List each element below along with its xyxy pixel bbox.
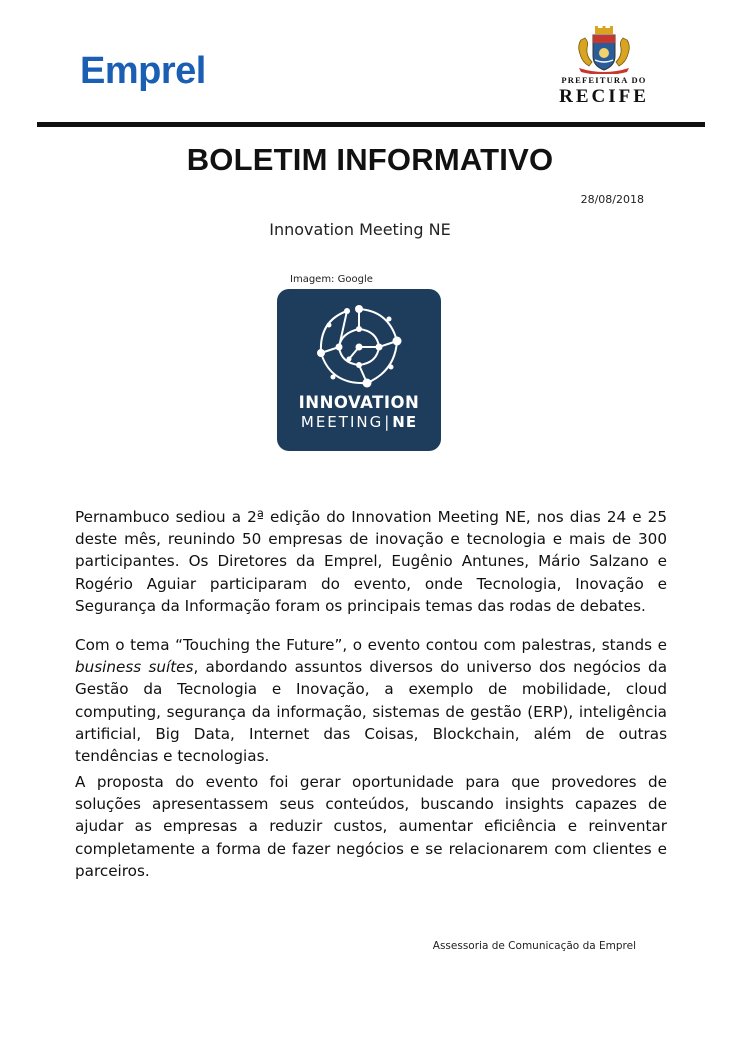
logo-innovation-text: INNOVATION <box>298 393 420 412</box>
paragraph-3: A proposta do evento foi gerar oportunidade para que provedores de soluções apresentassem seus conteúdos, buscando insights capazes de ajudar as empresas a reduzir custos, aumentar eficiência e reinventar completamente a forma de fazer negócios e se relacionarem com clientes e parceiros. <box>75 773 667 880</box>
signature: Assessoria de Comunicação da Emprel <box>432 940 636 952</box>
page-title: BOLETIM INFORMATIVO <box>186 142 554 177</box>
header-divider <box>37 122 705 127</box>
paragraph-2-part-a: Com o tema “Touching the Future”, o evento contou com palestras, stands e <box>75 636 667 654</box>
recife-coat-of-arms-icon <box>573 26 635 74</box>
paragraph-2-emphasis: business suítes <box>75 658 194 677</box>
paragraph-2-part-b: , abordando assuntos diversos do universo dos negócios da Gestão da Tecnologia e Inovação, a exemplo de mobilidade, cloud computing, segurança da informação, sistemas de gestão (ERP), inteligência artificial, Big Data, Internet das Coisas, Blockchain, além de outras tendências e tecnologias. <box>75 658 667 766</box>
prefeitura-recife-logo <box>548 26 660 106</box>
network-globe-icon <box>309 301 409 391</box>
paragraph-2 <box>75 634 667 767</box>
logo-ne-word: NE <box>392 413 418 431</box>
logo-meeting-ne-text <box>277 413 441 431</box>
innovation-meeting-logo <box>277 289 441 451</box>
prefeitura-label: PREFEITURA DO <box>561 75 647 85</box>
recife-label: RECIFE <box>559 85 649 107</box>
page-subtitle: Innovation Meeting NE <box>269 220 451 239</box>
publish-date: 28/08/2018 <box>580 193 644 206</box>
paragraph-1: Pernambuco sediou a 2ª edição do Innovation Meeting NE, nos dias 24 e 25 deste mês, reunindo 50 empresas de inovação e tecnologia e mais de 300 participantes. Os Diretores da Emprel, Eugênio Antunes, Mário Salzano e Rogério Aguiar participaram do evento, onde Tecnologia, Inovação e Segurança da Informação foram os principais temas das rodas de debates. <box>75 508 667 615</box>
logo-meeting-word: MEETING <box>300 413 384 431</box>
emprel-logo: Emprel <box>80 50 206 92</box>
logo-separator: | <box>384 413 392 431</box>
image-caption: Imagem: Google <box>290 274 373 285</box>
